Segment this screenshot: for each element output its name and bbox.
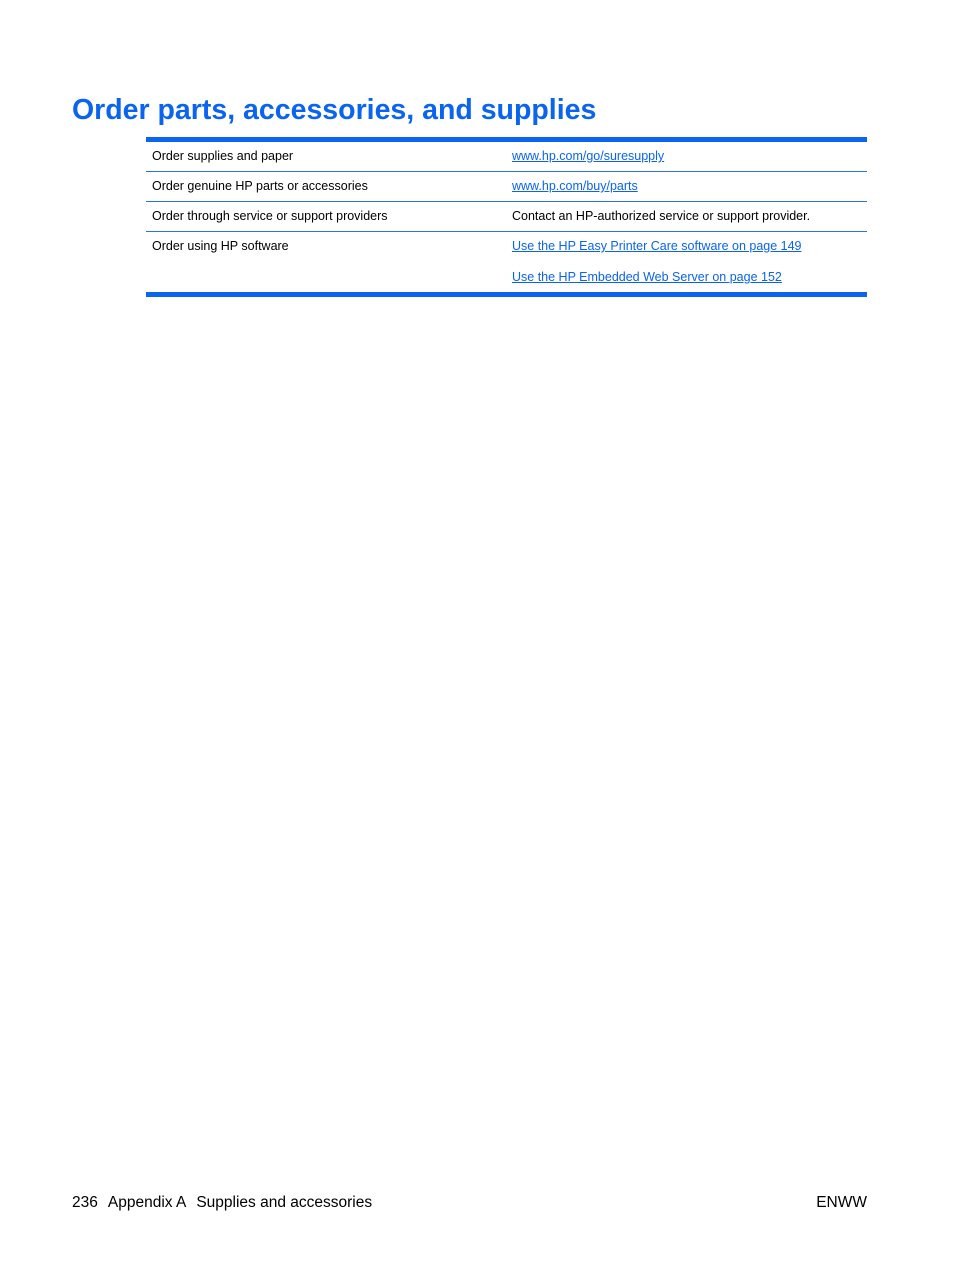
service-provider-text: Contact an HP-authorized service or support provider. (512, 209, 811, 223)
footer-section: Supplies and accessories (196, 1194, 373, 1211)
page-number: 236 (72, 1194, 98, 1211)
table-row (146, 142, 867, 172)
footer-appendix: Appendix A (107, 1194, 187, 1211)
footer-locale: ENWW (816, 1194, 867, 1211)
row-label: Order through service or support providers (152, 209, 388, 223)
suresupply-link[interactable]: www.hp.com/go/suresupply (512, 149, 665, 163)
order-options-table (146, 137, 867, 297)
page-title: Order parts, accessories, and supplies (72, 94, 597, 126)
row-value-cell (507, 232, 867, 292)
buy-parts-link[interactable]: www.hp.com/buy/parts (512, 179, 638, 193)
table-row (146, 202, 867, 232)
table-row (146, 172, 867, 202)
embedded-web-server-link[interactable]: Use the HP Embedded Web Server on page 152 (512, 270, 782, 284)
page-footer-left (72, 1193, 382, 1213)
row-value-cell (507, 172, 867, 201)
row-label: Order using HP software (152, 239, 289, 253)
row-label: Order supplies and paper (152, 149, 294, 163)
row-label: Order genuine HP parts or accessories (152, 179, 368, 193)
row-label-cell (146, 232, 507, 292)
easy-printer-care-link[interactable]: Use the HP Easy Printer Care software on page 149 (512, 239, 802, 253)
row-value-cell (507, 202, 867, 231)
row-label-cell (146, 202, 507, 231)
row-label-cell (146, 172, 507, 201)
row-value-cell (507, 142, 867, 171)
row-label-cell (146, 142, 507, 171)
table-row (146, 232, 867, 292)
